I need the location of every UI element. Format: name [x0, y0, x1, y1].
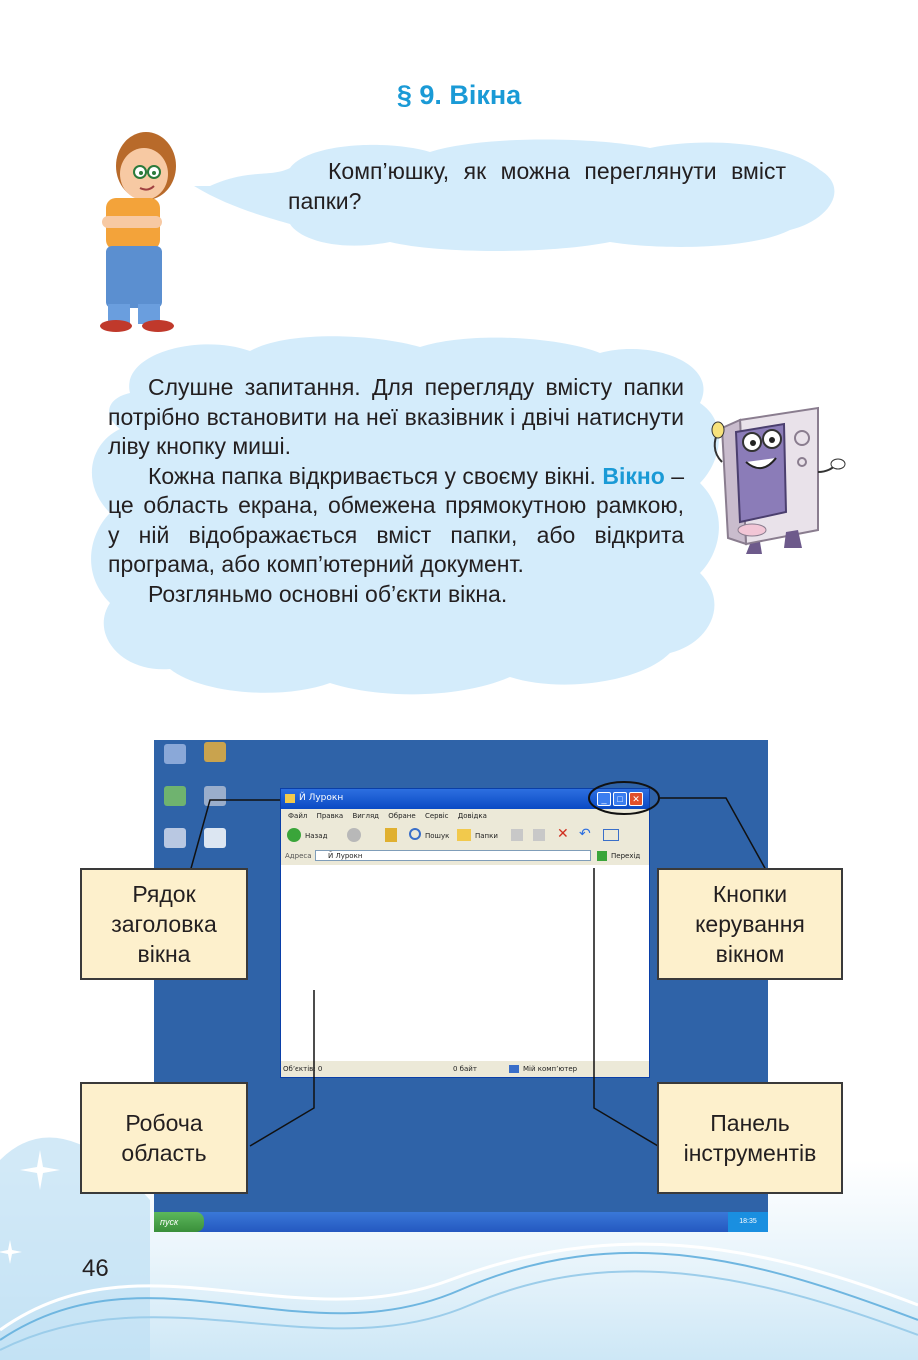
status-objects: Об’єктів: 0	[283, 1065, 323, 1073]
callout-control-buttons: Кнопки керування вікном	[657, 868, 843, 980]
kid-question: Комп’юшку, як можна переглянути вміст папки?	[288, 158, 786, 214]
callout-toolbar: Панель інструментів	[657, 1082, 843, 1194]
answer-p2-start: Кожна папка відкривається у своєму вікні.	[148, 462, 603, 489]
menu-edit[interactable]: Правка	[316, 812, 344, 820]
menu-view[interactable]: Вигляд	[352, 812, 380, 820]
address-input[interactable]: Й Лурокн	[315, 850, 591, 861]
window-title: Й Лурокн	[299, 793, 344, 803]
address-label: Адреса	[285, 852, 312, 860]
go-button[interactable]: Перехід	[611, 852, 641, 860]
folders-button[interactable]: Папки	[475, 832, 498, 840]
minimize-button[interactable]: _	[597, 792, 611, 806]
page-number: 46	[82, 1255, 109, 1282]
section-title: § 9. Вікна	[396, 80, 522, 110]
menu-file[interactable]: Файл	[288, 812, 308, 820]
keyword-window: Вікно	[602, 462, 665, 489]
menu-help[interactable]: Довідка	[457, 812, 487, 820]
system-tray-clock: 18:35	[728, 1212, 768, 1232]
callout-work-area: Робоча область	[80, 1082, 248, 1194]
maximize-button[interactable]: □	[613, 792, 627, 806]
control-buttons-highlight	[589, 782, 659, 814]
close-button[interactable]: ✕	[629, 792, 643, 806]
delete-icon[interactable]: ✕	[557, 826, 569, 842]
search-button[interactable]: Пошук	[425, 832, 450, 840]
answer-paragraph-3: Розгляньмо основні об’єкти вікна.	[148, 580, 508, 607]
menu-tools[interactable]: Сервіс	[424, 812, 449, 820]
start-button[interactable]: пуск	[154, 1212, 204, 1232]
menu-favorites[interactable]: Обране	[388, 812, 416, 820]
back-button[interactable]: Назад	[305, 832, 328, 840]
status-size: 0 байт	[453, 1065, 477, 1073]
status-location: Мій комп’ютер	[523, 1065, 578, 1073]
callout-title-bar: Рядок заголовка вікна	[80, 868, 248, 980]
answer-paragraph-1: Слушне запитання. Для перегляду вмісту папки потрібно встановити на неї вказівник і двічі натиснути ліву кнопку миші.	[108, 374, 684, 459]
answer-p2-end: – це область екрана, обмежена прямокутною рамкою, у ній відображається вміст папки, або відкрита програма, або комп’ютерний документ.	[108, 462, 684, 577]
undo-icon[interactable]: ↶	[579, 826, 591, 842]
